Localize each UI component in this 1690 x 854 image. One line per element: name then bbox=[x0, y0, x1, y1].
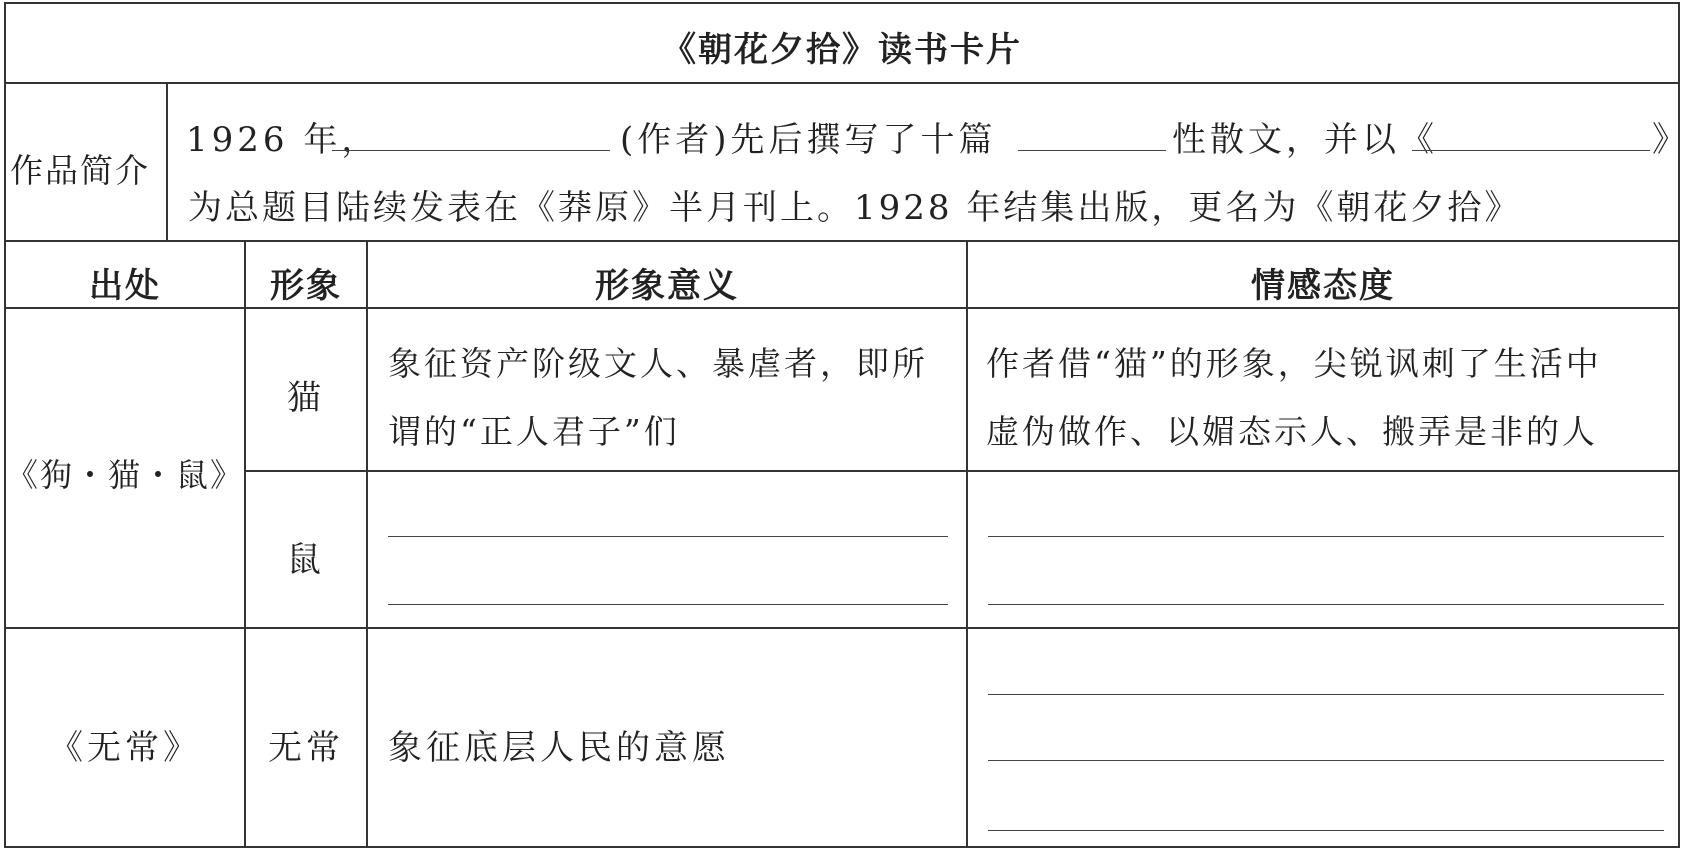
intro-text-part1: 1926 年， bbox=[186, 120, 380, 160]
intro-text-part4: 》 bbox=[1652, 120, 1690, 160]
intro-label: 作品简介 bbox=[10, 151, 150, 190]
mouse-meaning-blank-1 bbox=[388, 536, 948, 537]
image-mouse: 鼠 bbox=[287, 540, 325, 580]
header-source: 出处 bbox=[89, 266, 161, 306]
cat-attitude-line1: 作者借“猫”的形象，尖锐讽刺了生活中 bbox=[986, 344, 1602, 383]
rule-meaning-right bbox=[966, 240, 968, 846]
rule-dog-cat-mouse-bottom bbox=[6, 627, 1678, 629]
cat-meaning-line2: 谓的“正人君子”们 bbox=[388, 412, 680, 451]
rule-intro-bottom bbox=[6, 240, 1678, 242]
cat-attitude-line2: 虚伪做作、以媚态示人、搬弄是非的人 bbox=[986, 412, 1598, 451]
wuchang-attitude-blank-1 bbox=[988, 694, 1664, 695]
card-title: 《朝花夕拾》读书卡片 bbox=[662, 30, 1022, 70]
rule-intro-label-right bbox=[166, 82, 168, 242]
source-wuchang: 《无常》 bbox=[49, 728, 201, 768]
rule-cat-bottom bbox=[244, 470, 1678, 472]
intro-text-part2: (作者)先后撰写了十篇 bbox=[620, 120, 997, 160]
source-dog-cat-mouse: 《狗・猫・鼠》 bbox=[6, 456, 245, 494]
rule-image-right bbox=[366, 240, 368, 846]
wuchang-attitude-blank-3 bbox=[988, 830, 1664, 831]
reading-card bbox=[4, 2, 1690, 848]
header-meaning: 形象意义 bbox=[595, 266, 739, 306]
intro-text-part3: 性散文，并以《 bbox=[1172, 120, 1438, 160]
header-attitude: 情感态度 bbox=[1251, 266, 1395, 306]
genre-blank bbox=[1018, 150, 1166, 151]
rule-header-bottom bbox=[6, 307, 1678, 309]
image-wuchang: 无常 bbox=[268, 728, 344, 768]
image-cat: 猫 bbox=[287, 378, 325, 418]
header-image: 形象 bbox=[270, 266, 342, 306]
wuchang-attitude-blank-2 bbox=[988, 760, 1664, 761]
original-title-blank bbox=[1412, 150, 1650, 151]
cat-meaning-line1: 象征资产阶级文人、暴虐者，即所 bbox=[388, 344, 928, 383]
rule-title-bottom bbox=[6, 82, 1678, 84]
mouse-attitude-blank-1 bbox=[988, 536, 1664, 537]
intro-text-line2: 为总题目陆续发表在《莽原》半月刊上。1928 年结集出版，更名为《朝花夕拾》 bbox=[188, 188, 1522, 228]
mouse-meaning-blank-2 bbox=[388, 604, 948, 605]
author-blank bbox=[332, 150, 610, 151]
wuchang-meaning: 象征底层人民的意愿 bbox=[388, 728, 730, 768]
mouse-attitude-blank-2 bbox=[988, 604, 1664, 605]
